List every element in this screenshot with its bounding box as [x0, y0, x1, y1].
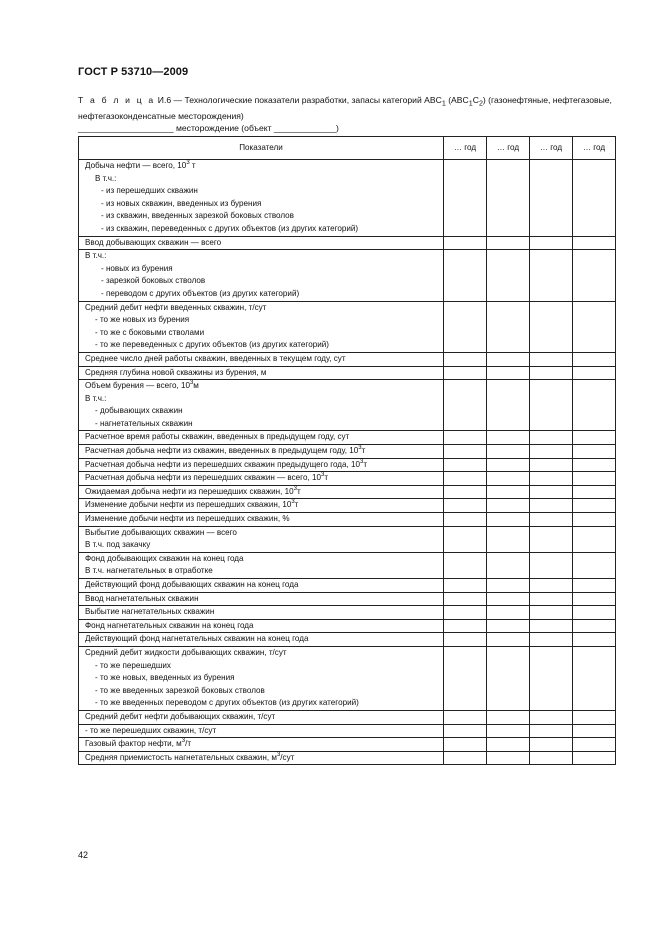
- indicator-cell: [79, 380, 444, 431]
- year-value-cell: [487, 710, 530, 724]
- indicator-text: Расчетное время работы скважин, введенных в предыдущем году, сут: [85, 432, 350, 442]
- indicator-line: [85, 553, 443, 566]
- table-row: [79, 526, 616, 552]
- table-row: [79, 751, 616, 765]
- table-row: [79, 380, 616, 431]
- year-value-cell: [487, 366, 530, 380]
- indicator-text: Средняя глубина новой скважины из бурения, м: [85, 367, 267, 377]
- year-value-cell: [444, 160, 487, 237]
- indicator-line: [85, 606, 443, 619]
- year-value-cell: [573, 606, 616, 620]
- year-value-cell: [530, 738, 573, 752]
- indicator-cell: [79, 633, 444, 647]
- year-value-cell: [573, 552, 616, 578]
- year-value-cell: [444, 250, 487, 301]
- year-value-cell: [444, 301, 487, 352]
- table-row: [79, 513, 616, 527]
- year-value-cell: [530, 513, 573, 527]
- indicator-cell: [79, 499, 444, 513]
- indicator-line: [85, 672, 443, 685]
- table-body: [79, 160, 616, 765]
- caption-text: (ABC: [445, 95, 469, 105]
- year-value-cell: [444, 499, 487, 513]
- indicator-text: - то же перешедших: [95, 660, 171, 670]
- indicator-line: [85, 738, 443, 751]
- year-value-cell: [530, 250, 573, 301]
- year-value-cell: [573, 499, 616, 513]
- indicator-cell: [79, 606, 444, 620]
- year-value-cell: [530, 552, 573, 578]
- indicators-table: [78, 136, 616, 765]
- year-value-cell: [487, 499, 530, 513]
- year-value-cell: [487, 445, 530, 459]
- indicator-cell: [79, 646, 444, 710]
- year-value-cell: [573, 445, 616, 459]
- unit-superscript: 3: [358, 445, 362, 452]
- year-value-cell: [487, 751, 530, 765]
- indicator-text: - нагнетательных скважин: [95, 418, 193, 428]
- unit-superscript: 3: [276, 751, 281, 758]
- indicator-text: Изменение добычи нефти из перешедших скважин, 10: [85, 500, 292, 510]
- year-value-cell: [487, 592, 530, 606]
- indicator-cell: [79, 552, 444, 578]
- year-value-cell: [444, 646, 487, 710]
- year-value-cell: [487, 485, 530, 499]
- indicator-text: Газовый фактор нефти, м: [85, 739, 182, 749]
- year-value-cell: [444, 485, 487, 499]
- year-value-cell: [487, 724, 530, 738]
- year-value-cell: [444, 513, 487, 527]
- year-value-cell: [573, 633, 616, 647]
- page-number: 42: [78, 850, 89, 860]
- year-value-cell: [444, 236, 487, 250]
- year-value-cell: [573, 579, 616, 593]
- indicator-line: [85, 223, 443, 236]
- caption-text: И.6 — Технологические показатели разработки, запасы категорий ABC: [155, 95, 442, 105]
- table-row: [79, 160, 616, 237]
- indicator-line: [85, 565, 443, 578]
- year-value-cell: [530, 592, 573, 606]
- indicator-text: Добыча нефти — всего, 10: [85, 161, 187, 170]
- year-value-cell: [573, 646, 616, 710]
- indicator-cell: [79, 619, 444, 633]
- year-value-cell: [573, 710, 616, 724]
- year-value-cell: [573, 380, 616, 431]
- indicator-text: Средний дебит жидкости добывающих скважин, т/сут: [85, 647, 287, 657]
- indicator-line: [85, 752, 443, 765]
- indicator-text: В т.ч.:: [95, 173, 117, 183]
- unit-text: т: [363, 459, 368, 469]
- year-value-cell: [530, 710, 573, 724]
- indicator-line: [85, 173, 443, 186]
- indicator-text: Ожидаемая добыча нефти из перешедших скважин, 10: [85, 486, 294, 496]
- indicator-text: - то же новых, введенных из бурения: [95, 673, 235, 683]
- indicator-text: - из новых скважин, введенных из бурения: [101, 198, 262, 208]
- year-value-cell: [530, 160, 573, 237]
- year-value-cell: [487, 250, 530, 301]
- year-value-cell: [573, 485, 616, 499]
- table-row: [79, 592, 616, 606]
- table-row: [79, 619, 616, 633]
- year-value-cell: [530, 606, 573, 620]
- year-value-cell: [530, 485, 573, 499]
- indicator-line: [85, 579, 443, 592]
- table-row: [79, 458, 616, 472]
- year-value-cell: [573, 592, 616, 606]
- year-value-cell: [487, 633, 530, 647]
- indicator-line: [85, 431, 443, 444]
- indicator-line: [85, 339, 443, 352]
- indicator-line: [85, 198, 443, 211]
- indicator-cell: [79, 431, 444, 445]
- indicator-line: [85, 499, 443, 512]
- indicator-cell: [79, 579, 444, 593]
- table-row: [79, 738, 616, 752]
- table-header-row: [79, 137, 616, 160]
- year-value-cell: [530, 458, 573, 472]
- indicator-line: [85, 685, 443, 698]
- indicator-text: В т.ч. нагнетательных в отработке: [85, 566, 213, 576]
- document-code: ГОСТ Р 53710—2009: [78, 66, 189, 78]
- year-value-cell: [573, 738, 616, 752]
- indicator-text: Действующий фонд добывающих скважин на конец года: [85, 580, 299, 589]
- indicator-line: [85, 711, 443, 724]
- indicator-line: [85, 237, 443, 250]
- indicator-text: - то же введенных зарезкой боковых стволов: [95, 685, 265, 695]
- indicator-text: - то же с боковыми стволами: [95, 327, 205, 337]
- indicator-line: [85, 633, 443, 646]
- indicator-text: - зарезкой боковых стволов: [101, 276, 206, 286]
- year-value-cell: [487, 472, 530, 486]
- year-value-cell: [573, 352, 616, 366]
- indicator-line: [85, 620, 443, 633]
- indicator-text: В т.ч. под закачку: [85, 540, 151, 550]
- unit-text: т: [297, 486, 301, 496]
- unit-superscript: 3: [293, 485, 297, 492]
- year-value-cell: [444, 431, 487, 445]
- indicator-text: - то же переведенных с других объектов (из других категорий): [95, 340, 329, 350]
- year-value-cell: [444, 751, 487, 765]
- indicator-text: - то же перешедших скважин, т/сут: [85, 725, 217, 735]
- year-value-cell: [487, 236, 530, 250]
- year-value-cell: [530, 499, 573, 513]
- year-value-cell: [487, 431, 530, 445]
- indicator-line: [85, 647, 443, 660]
- year-value-cell: [530, 646, 573, 710]
- table-row: [79, 431, 616, 445]
- caption-subscript: 1: [468, 99, 473, 108]
- year-value-cell: [487, 646, 530, 710]
- indicator-text: Выбытие нагнетательных скважин: [85, 607, 215, 617]
- indicator-text: Расчетная добыча нефти из перешедших скважин предыдущего года, 10: [85, 459, 361, 469]
- indicator-cell: [79, 458, 444, 472]
- year-value-cell: [530, 366, 573, 380]
- year-value-cell: [573, 458, 616, 472]
- year-value-cell: [530, 526, 573, 552]
- year-value-cell: [530, 619, 573, 633]
- indicator-line: [85, 263, 443, 276]
- indicator-line: [85, 445, 443, 458]
- indicator-line: [85, 405, 443, 418]
- indicator-cell: [79, 513, 444, 527]
- indicator-text: - переводом с других объектов (из других категорий): [101, 288, 300, 298]
- unit-superscript: 3: [320, 472, 325, 479]
- year-value-cell: [444, 552, 487, 578]
- table-row: [79, 485, 616, 499]
- indicator-text: Среднее число дней работы скважин, введенных в текущем году, сут: [85, 353, 346, 363]
- year-value-cell: [444, 619, 487, 633]
- year-value-cell: [573, 236, 616, 250]
- unit-text: м: [193, 381, 199, 391]
- year-value-cell: [444, 724, 487, 738]
- year-value-cell: [444, 738, 487, 752]
- table-row: [79, 633, 616, 647]
- header-year: … год: [444, 137, 487, 160]
- indicator-line: [85, 327, 443, 340]
- indicator-text: Выбытие добывающих скважин — всего: [85, 527, 237, 537]
- indicator-line: [85, 393, 443, 406]
- year-value-cell: [530, 472, 573, 486]
- indicator-text: Действующий фонд нагнетательных скважин на конец года: [85, 634, 309, 644]
- caption-subscript: 1: [441, 99, 446, 108]
- indicator-cell: [79, 738, 444, 752]
- table-row: [79, 352, 616, 366]
- year-value-cell: [530, 751, 573, 765]
- unit-superscript: 3: [181, 738, 186, 745]
- year-value-cell: [530, 236, 573, 250]
- indicator-text: - из скважин, введенных зарезкой боковых стволов: [101, 211, 294, 221]
- indicator-text: Объем бурения — всего, 10: [85, 381, 190, 391]
- indicator-line: [85, 353, 443, 366]
- indicator-cell: [79, 526, 444, 552]
- year-value-cell: [530, 579, 573, 593]
- unit-superscript: 3: [189, 380, 194, 387]
- indicator-line: [85, 697, 443, 710]
- year-value-cell: [573, 366, 616, 380]
- year-value-cell: [573, 250, 616, 301]
- indicator-cell: [79, 352, 444, 366]
- indicator-text: Расчетная добыча нефти из перешедших скважин — всего, 10: [85, 473, 321, 483]
- year-value-cell: [487, 352, 530, 366]
- year-value-cell: [530, 724, 573, 738]
- indicator-line: [85, 513, 443, 526]
- indicator-cell: [79, 724, 444, 738]
- year-value-cell: [487, 526, 530, 552]
- indicator-text: В т.ч.:: [85, 251, 107, 261]
- indicator-line: [85, 160, 443, 173]
- indicator-cell: [79, 592, 444, 606]
- year-value-cell: [573, 160, 616, 237]
- year-value-cell: [530, 431, 573, 445]
- table-row: [79, 710, 616, 724]
- table-row: [79, 646, 616, 710]
- indicator-line: [85, 314, 443, 327]
- indicator-text: - из скважин, переведенных с других объектов (из других категорий): [101, 223, 359, 233]
- indicator-cell: [79, 301, 444, 352]
- table-caption: [78, 94, 616, 134]
- table-row: [79, 366, 616, 380]
- table-row: [79, 724, 616, 738]
- indicator-text: - то же новых из бурения: [95, 315, 190, 325]
- caption-text: ) (газонефтяные, нефтегазовые, нефтегазоконденсатные месторождения): [78, 95, 612, 121]
- indicator-text: Ввод добывающих скважин — всего: [85, 237, 222, 247]
- table-row: [79, 579, 616, 593]
- header-year: … год: [487, 137, 530, 160]
- year-value-cell: [530, 445, 573, 459]
- indicator-line: [85, 367, 443, 380]
- year-value-cell: [444, 526, 487, 552]
- year-value-cell: [573, 301, 616, 352]
- indicator-line: [85, 527, 443, 540]
- indicator-text: - из перешедших скважин: [101, 186, 198, 196]
- table-row: [79, 606, 616, 620]
- year-value-cell: [444, 445, 487, 459]
- year-value-cell: [530, 352, 573, 366]
- year-value-cell: [444, 380, 487, 431]
- year-value-cell: [530, 380, 573, 431]
- year-value-cell: [444, 710, 487, 724]
- unit-text: /т: [185, 739, 192, 749]
- indicator-text: Средний дебит нефти введенных скважин, т/сут: [85, 302, 267, 312]
- indicator-text: Фонд добывающих скважин на конец года: [85, 553, 244, 563]
- indicator-cell: [79, 250, 444, 301]
- indicator-line: [85, 486, 443, 499]
- unit-text: /сут: [280, 752, 295, 762]
- year-value-cell: [487, 552, 530, 578]
- indicator-line: [85, 250, 443, 263]
- indicator-text: Фонд нагнетательных скважин на конец года: [85, 620, 254, 630]
- year-value-cell: [530, 633, 573, 647]
- caption-text: C: [472, 95, 479, 105]
- indicator-text: Ввод нагнетательных скважин: [85, 593, 199, 603]
- table-row: [79, 552, 616, 578]
- unit-text: т: [294, 500, 299, 510]
- caption-field-line: ____________________ месторождение (объект _____________): [78, 122, 339, 133]
- year-value-cell: [573, 513, 616, 527]
- year-value-cell: [487, 380, 530, 431]
- year-value-cell: [487, 619, 530, 633]
- unit-text: т: [324, 473, 329, 483]
- year-value-cell: [573, 526, 616, 552]
- indicator-line: [85, 539, 443, 552]
- table-row: [79, 236, 616, 250]
- year-value-cell: [444, 472, 487, 486]
- header-year: … год: [573, 137, 616, 160]
- year-value-cell: [444, 366, 487, 380]
- year-value-cell: [444, 352, 487, 366]
- unit-text: т: [189, 161, 196, 170]
- year-value-cell: [487, 458, 530, 472]
- indicator-line: [85, 185, 443, 198]
- year-value-cell: [487, 513, 530, 527]
- indicator-text: - добывающих скважин: [95, 406, 183, 416]
- table-row: [79, 499, 616, 513]
- indicator-line: [85, 302, 443, 315]
- unit-superscript: 3: [360, 458, 364, 465]
- indicator-text: - то же введенных переводом с других объектов (из других категорий): [95, 698, 359, 708]
- indicator-line: [85, 593, 443, 606]
- indicator-cell: [79, 485, 444, 499]
- unit-superscript: 3: [186, 160, 190, 166]
- year-value-cell: [487, 738, 530, 752]
- indicator-line: [85, 210, 443, 223]
- year-value-cell: [444, 592, 487, 606]
- indicator-cell: [79, 472, 444, 486]
- table-row: [79, 472, 616, 486]
- indicator-text: Расчетная добыча нефти из скважин, введенных в предыдущем году, 10: [85, 446, 359, 456]
- indicator-cell: [79, 710, 444, 724]
- indicator-cell: [79, 160, 444, 237]
- year-value-cell: [487, 579, 530, 593]
- year-value-cell: [444, 633, 487, 647]
- table-row: [79, 445, 616, 459]
- indicator-line: [85, 380, 443, 393]
- indicator-text: Средняя приемистость нагнетательных скважин, м: [85, 752, 277, 762]
- indicator-line: [85, 275, 443, 288]
- year-value-cell: [573, 751, 616, 765]
- year-value-cell: [487, 301, 530, 352]
- year-value-cell: [487, 160, 530, 237]
- indicator-line: [85, 725, 443, 738]
- table-row: [79, 301, 616, 352]
- year-value-cell: [573, 619, 616, 633]
- unit-superscript: 3: [291, 499, 295, 506]
- indicator-cell: [79, 751, 444, 765]
- year-value-cell: [444, 606, 487, 620]
- caption-subscript: 2: [478, 99, 483, 108]
- indicator-text: В т.ч.:: [85, 393, 107, 403]
- indicator-cell: [79, 236, 444, 250]
- year-value-cell: [444, 458, 487, 472]
- indicator-text: - новых из бурения: [101, 263, 173, 273]
- indicator-line: [85, 288, 443, 301]
- header-indicators: Показатели: [79, 137, 444, 160]
- indicator-text: Средний дебит нефти добывающих скважин, т/сут: [85, 711, 276, 721]
- table-row: [79, 250, 616, 301]
- indicator-line: [85, 472, 443, 485]
- indicator-line: [85, 660, 443, 673]
- indicator-cell: [79, 366, 444, 380]
- year-value-cell: [573, 431, 616, 445]
- year-value-cell: [487, 606, 530, 620]
- indicator-line: [85, 459, 443, 472]
- year-value-cell: [573, 724, 616, 738]
- unit-text: т: [361, 446, 366, 456]
- indicator-cell: [79, 445, 444, 459]
- year-value-cell: [444, 579, 487, 593]
- year-value-cell: [530, 301, 573, 352]
- indicator-line: [85, 418, 443, 431]
- caption-label: Т а б л и ц а: [78, 95, 156, 105]
- year-value-cell: [573, 472, 616, 486]
- indicator-text: Изменение добычи нефти из перешедших скважин, %: [85, 514, 290, 524]
- header-year: … год: [530, 137, 573, 160]
